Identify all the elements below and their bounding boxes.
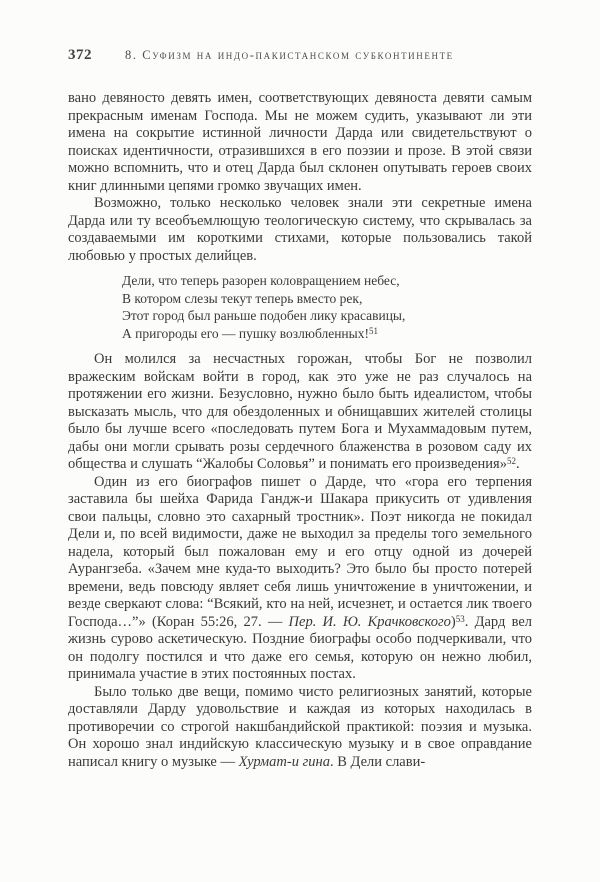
paragraph [68, 351, 532, 474]
italic-run: Хурмат-и гина [238, 753, 330, 770]
italic-run: Пер. И. Ю. Крачковского [288, 613, 451, 630]
verse-line [122, 307, 532, 325]
text-run: ) [450, 613, 456, 630]
paragraph [68, 474, 532, 684]
text-run: Было только две вещи, помимо чисто религиозных занятий, которые доставляли Дарду удовольствие и каждая из которых находилась в противоречии со строгой накшбандийской практикой: поэзия и музыка. Он хорошо знал индийскую классическую музыку и в свое оправдание написал книгу о музыке — [68, 683, 532, 770]
running-title: 8. Суфизм на индо-пакистанском субконтиненте [125, 48, 454, 62]
verse-line [122, 290, 532, 308]
text-run: Этот город был раньше подобен лику красавицы, [122, 308, 406, 323]
page-header [0, 0, 600, 64]
paragraph [68, 684, 532, 772]
text-column [0, 90, 600, 771]
paragraph [68, 195, 532, 265]
text-run: Один из его биографов пишет о Дарде, что «гора его терпения заставила бы шейха Фарида Гандж-и Шакара прикусить от удивления свои пальцы, словно это сахарный тростник». Поэт никогда не покидал Дели и, по всей видимости, даже не выходил за пределы того земельного надела, который был пожалован ему и его отцу одной из дочерей Аурангзеба. «Зачем мне куда-то выходить? Это было бы просто потерей времени, ведь повсюду являет себя лишь уничтожение в уничтожении, и везде сверкают слова: “Всякий, кто на ней, исчезнет, и остается лик твоего Господа…”» (Коран 55:26, 27. — [68, 473, 532, 630]
verse-line [122, 325, 532, 343]
footnote-ref: 51 [368, 325, 378, 336]
verse-line [122, 272, 532, 290]
footnote-ref: 52 [506, 456, 516, 466]
text-run: Он молился за несчастных горожан, чтобы Бог не позволил вражеским войскам войти в город, как это уже не раз случалось на протяжении его жизни. Безусловно, нужно было быть идеалистом, чтобы высказать мысль, что для обездоленных и обнищавших жителей столицы было бы лучше всего «последовать путем Бога и Мухаммадовым путем, дабы они могли срывать розы сердечного блаженства в розовом саду их общества и слушать “Жалобы Соловья” и понимать его произведения» [68, 351, 532, 472]
text-run: . [515, 456, 520, 472]
page-number: 372 [68, 47, 92, 63]
paragraph [68, 90, 532, 195]
text-run: А пригороды его — пушку возлюбленных! [122, 325, 369, 341]
text-run: Дели, что теперь разорен коловращением небес, [122, 273, 400, 288]
text-run: Возможно, только несколько человек знали эти секретные имена Дарда или ту всеобъемлющую теологическую систему, что скрывалась за создаваемыми им короткими стихами, которые пользовались такой любовью у простых делийцев. [68, 195, 532, 264]
text-run: В котором слезы текут теперь вместо рек, [122, 290, 363, 306]
text-run: . Дард вел жизнь сурово аскетическую. Поздние биографы особо подчеркивали, что он подолгу постился и что даже его семья, которую он нежно любил, принимала участие в этих постоянных постах. [68, 613, 533, 682]
text-run: вано девяносто девять имен, соответствующих девяноста девяти самым прекрасным именам Господа. Мы не можем судить, указывают ли эти имена на сокрытие истинной личности Дарда или свидетельствуют о поисках идентичности, отразившихся в его поэзии и прозе. В этой связи можно вспомнить, что и отец Дарда был склонен опутывать героев своих книг длинными цепями громко звучащих имен. [68, 90, 532, 194]
text-run: . В Дели слави- [329, 753, 426, 770]
verse-block [122, 272, 532, 342]
footnote-ref: 53 [455, 613, 465, 624]
